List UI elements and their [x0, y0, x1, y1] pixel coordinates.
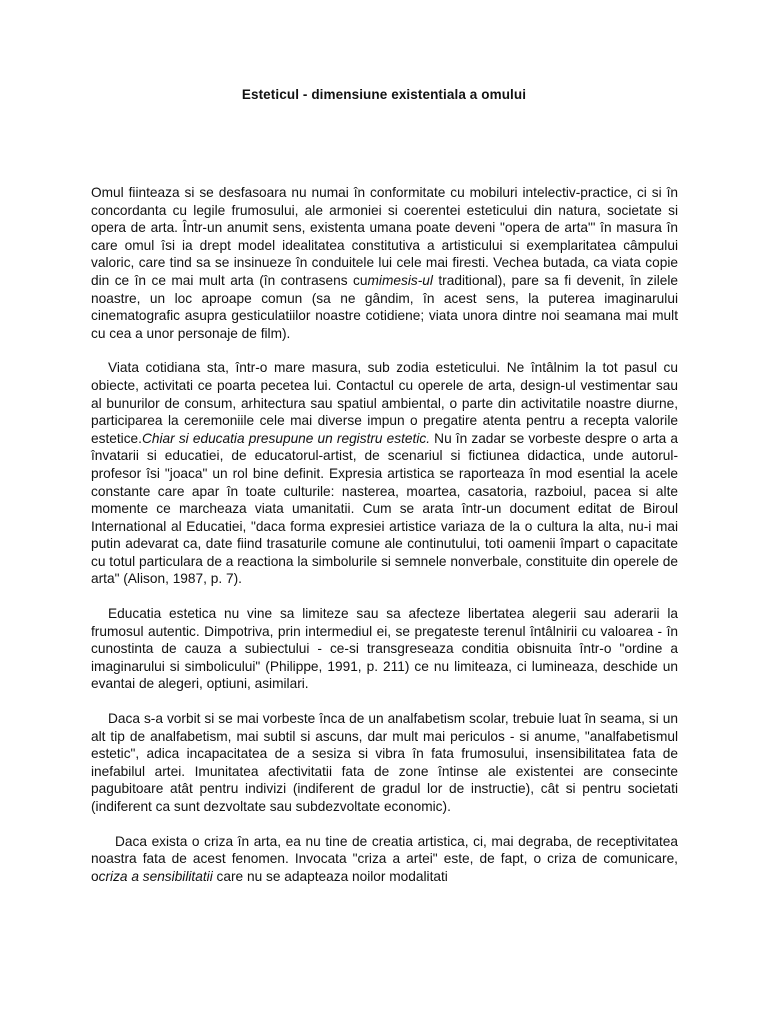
- paragraph-italic-text: Chiar si educatia presupune un registru estetic.: [141, 430, 431, 446]
- paragraph-text: Viata cotidiana sta, într-o mare masura, sub zodia esteticului. Ne întâlnim la tot pasul cu obiecte, activitati ce poarta pecetea lui. Contactul cu operele de arta, design-ul vestimentar sau al bunurilor de consum, arhitectura sau spatiul ambiental, o parte din activitatile noastre diurne, participarea la ceremoniile cele mai diverse impun o pregatire atenta pentru a recepta valorile estetice.: [91, 360, 678, 446]
- paragraph-text: Daca s-a vorbit si se mai vorbeste înca de un analfabetism scolar, trebuie luat în seama, si un alt tip de analfabetism, mai subtil si ascuns, dar mult mai periculos - si anume, "analfabetismul estetic", adica incapacitatea de a sesiza si vibra în fata frumosului, insensibilitatea fata de inefabilul artei. Imunitatea afectivitatii fata de zone întinse ale existentei are consecinte pagubitoare atât pentru indivizi (indiferent de gradul lor de instructie), cât si pentru societati (indiferent ca sunt dezvoltate sau subdezvoltate economic).: [91, 711, 678, 814]
- paragraph-italic-text: criza a sensibilitatii: [98, 868, 213, 884]
- paragraph-text: traditional), pare sa fi devenit, în zilele noastre, un loc aproape comun (sa ne gândim, în acest sens, la puterea imaginarului cinematografic asupra gesticulatiilor noastre cotidiene; viata unora dintre noi seamana mai mult cu cea a unor personaje de film).: [91, 272, 679, 341]
- paragraph-text: Educatia estetica nu vine sa limiteze sau sa afecteze libertatea alegerii sau aderarii la frumosul autentic. Dimpotriva, prin intermediul ei, se pregateste terenul întâlnirii cu valoarea - în cunostinta de cauza a subiectului - ce-si transgreseaza conditia obisnuita într-o "ordine a imaginarului si simbolicului" (Philippe, 1991, p. 211) ce nu limiteaza, ci lumineaza, deschide un evantai de alegeri, optiuni, asimilari.: [91, 606, 678, 692]
- paragraph: [91, 833, 678, 886]
- paragraph-text: Daca exista o criza în arta, ea nu tine de creatia artistica, ci, mai degraba, de receptivitatea noastra fata de acest fenomen. Invocata "criza a artei" este, de fapt, o criza de comunicare, o: [91, 833, 678, 884]
- paragraph: [91, 184, 678, 342]
- document-body: [91, 184, 678, 885]
- paragraph: [91, 710, 678, 816]
- paragraph: [91, 605, 678, 693]
- paragraph-text: Omul fiinteaza si se desfasoara nu numai în conformitate cu mobiluri intelectiv-practice, ci si în concordanta cu legile frumosului, ale armoniei si coerentei esteticului din natura, societate si opera de arta. Într-un anumit sens, existenta umana poate deveni "opera de arta"' în masura în care omul îsi ia drept model idealitatea constitutiva a artisticului si exemplaritatea câmpului valoric, care tind sa se insinueze în conduitele lui cele mai firesti. Vechea butada, ca viata copie din ce în ce mai mult arta (în contrasens cu: [91, 185, 678, 288]
- paragraph-italic-text: mimesis-ul: [367, 272, 433, 288]
- paragraph: [91, 359, 678, 588]
- paragraph-text: care nu se adapteaza noilor modalitati: [212, 868, 448, 884]
- document-title: Esteticul - dimensiune existentiala a omului: [241, 87, 527, 102]
- paragraph-text: Nu în zadar se vorbeste despre o arta a învatarii si educatiei, de educatorul-artist, de scenariul si fictiunea didactica, unde autorul-profesor îsi "joaca" un rol bine definit. Expresia artistica se raporteaza în mod esential la acele constante care apar în toate culturile: nasterea, moartea, casatoria, razboiul, pacea si alte momente ce marcheaza viata umanitatii. Cum se arata într-un document editat de Biroul International al Educatiei, "daca forma expresiei artistice variaza de la o cultura la alta, nu-i mai putin adevarat ca, date fiind trasaturile comune ale continutului, toti oamenii împart o capacitate cu totul particulara de a reactiona la simbolurile si semnele nonverbale, constituite din operele de arta" (Alison, 1987, p. 7).: [91, 430, 679, 587]
